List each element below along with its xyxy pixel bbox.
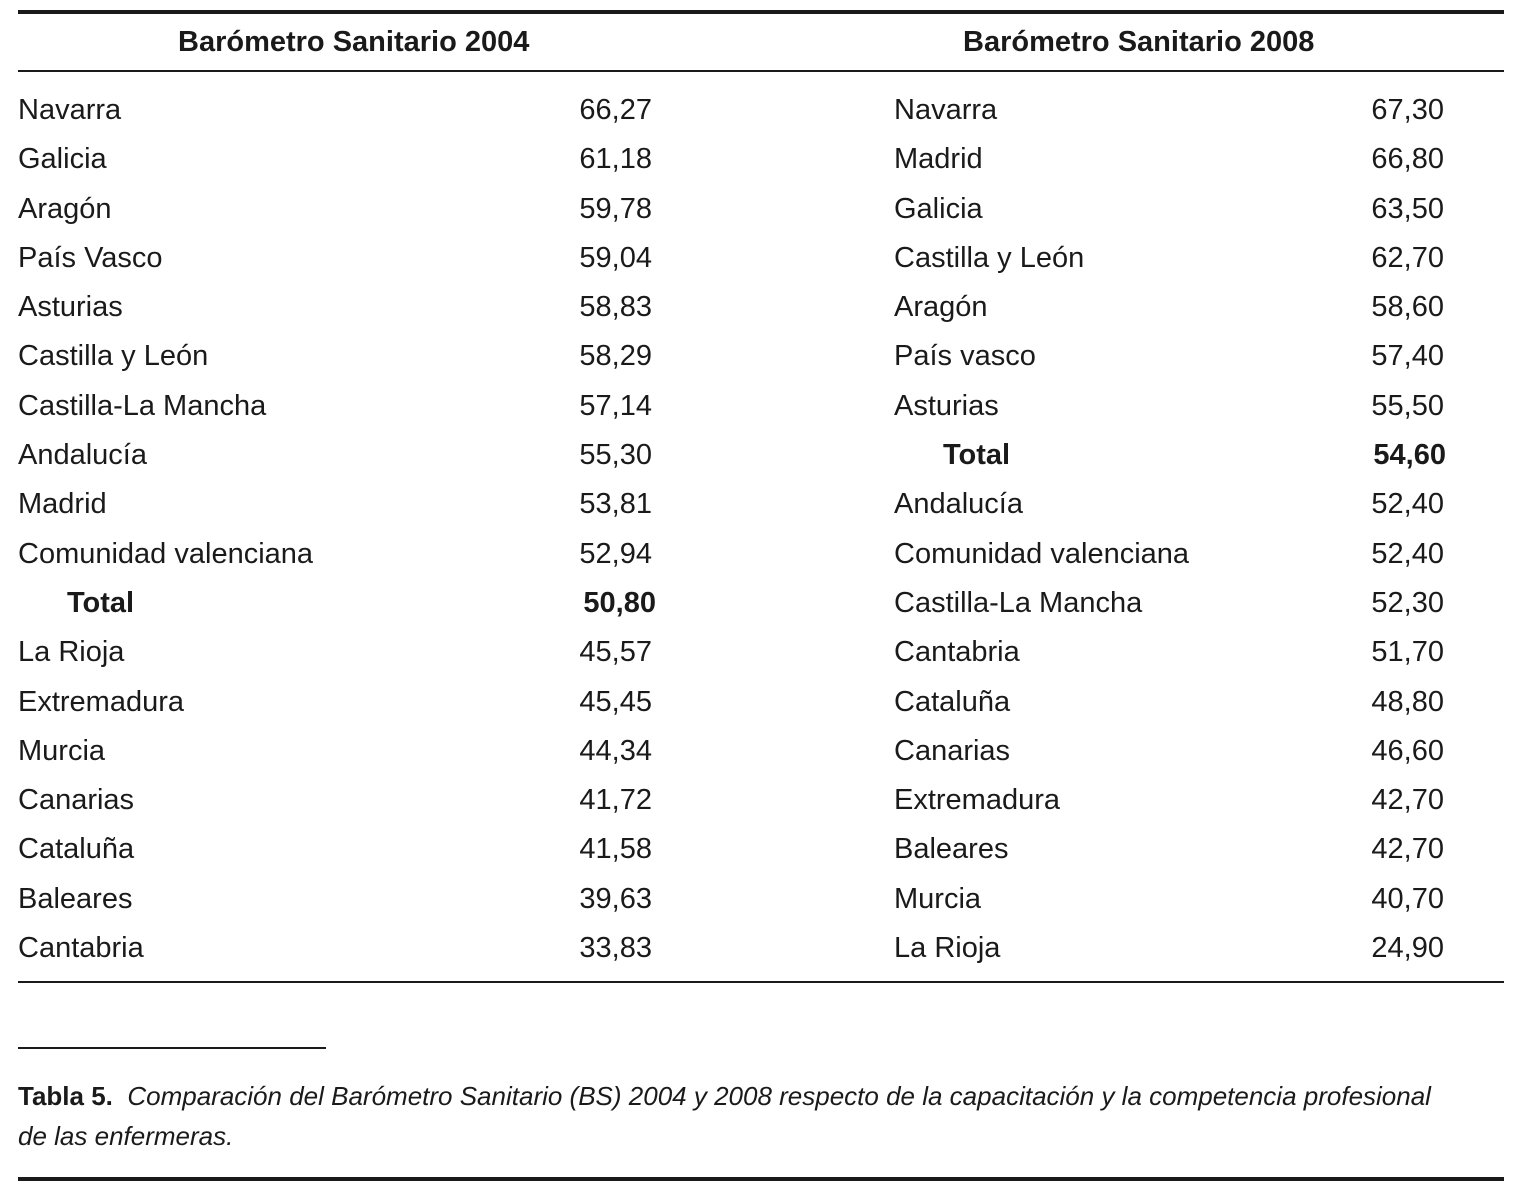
value-2008: 57,40	[1371, 340, 1444, 373]
region-2004: Madrid	[18, 488, 107, 521]
total-value-2004: 50,80	[583, 586, 656, 619]
region-2004: Castilla y León	[18, 340, 209, 373]
region-2004: Canarias	[18, 784, 135, 817]
region-2008: Galicia	[894, 192, 983, 225]
region-2004: La Rioja	[18, 636, 125, 669]
value-2004: 41,58	[579, 833, 652, 866]
column-header-2008: Barómetro Sanitario 2008	[963, 26, 1315, 58]
table-row	[0, 332, 1520, 381]
value-2008: 66,80	[1371, 143, 1444, 176]
value-2008: 67,30	[1371, 94, 1444, 126]
value-2008: 42,70	[1371, 784, 1444, 817]
table-caption	[18, 1076, 1458, 1156]
value-2008: 62,70	[1371, 241, 1444, 274]
region-2008: Cataluña	[894, 685, 1011, 718]
table-row	[0, 86, 1520, 135]
table-row	[0, 924, 1520, 973]
value-2008: 52,30	[1371, 586, 1444, 619]
value-2004: 41,72	[579, 784, 652, 817]
table-row	[0, 431, 1520, 480]
value-2008: 63,50	[1371, 192, 1444, 225]
value-2008: 52,40	[1371, 488, 1444, 521]
region-2004: Asturias	[18, 291, 123, 324]
value-2008: 40,70	[1371, 882, 1444, 915]
region-2004: Galicia	[18, 143, 107, 176]
region-2008: Cantabria	[894, 636, 1020, 669]
value-2004: 59,04	[579, 241, 652, 274]
value-2004: 45,57	[579, 636, 652, 669]
region-2008: Baleares	[894, 833, 1009, 866]
table-row	[0, 579, 1520, 628]
region-2008: Murcia	[894, 882, 982, 915]
value-2008: 24,90	[1371, 932, 1444, 965]
value-2008: 58,60	[1371, 291, 1444, 324]
table-row	[0, 825, 1520, 874]
region-2008: País vasco	[894, 340, 1036, 373]
caption-separator	[18, 1047, 326, 1049]
value-2004: 33,83	[579, 932, 652, 965]
table-body	[0, 86, 1520, 973]
table-bottom-rule	[18, 981, 1504, 983]
value-2004: 55,30	[579, 439, 652, 472]
table-row	[0, 678, 1520, 727]
region-2004: Comunidad valenciana	[18, 537, 314, 570]
region-2008: Canarias	[894, 734, 1011, 767]
table-row	[0, 135, 1520, 184]
region-2008: La Rioja	[894, 932, 1001, 965]
page-bottom-rule	[18, 1177, 1504, 1181]
table-row	[0, 530, 1520, 579]
region-2008: Asturias	[894, 389, 999, 422]
value-2008: 51,70	[1371, 636, 1444, 669]
value-2004: 44,34	[579, 734, 652, 767]
region-2004: Aragón	[18, 192, 112, 225]
region-2008: Castilla y León	[894, 241, 1085, 274]
table-row	[0, 382, 1520, 431]
value-2004: 66,27	[579, 94, 652, 126]
total-value-2008: 54,60	[1373, 439, 1446, 472]
value-2004: 58,29	[579, 340, 652, 373]
value-2008: 55,50	[1371, 389, 1444, 422]
caption-label: Tabla 5.	[18, 1081, 113, 1111]
column-header-2004: Barómetro Sanitario 2004	[178, 26, 530, 58]
region-2008: Extremadura	[894, 784, 1061, 817]
region-2004: Navarra	[18, 94, 122, 126]
caption-text: Comparación del Barómetro Sanitario (BS) 2004 y 2008 respecto de la capacitación y la competencia profesional de las enfermeras.	[18, 1081, 1431, 1151]
table-row	[0, 234, 1520, 283]
table-row	[0, 480, 1520, 529]
table-top-rule	[18, 10, 1504, 14]
table-row	[0, 283, 1520, 332]
table-row	[0, 776, 1520, 825]
region-2004: Murcia	[18, 734, 106, 767]
value-2004: 53,81	[579, 488, 652, 521]
value-2004: 59,78	[579, 192, 652, 225]
value-2004: 39,63	[579, 882, 652, 915]
region-2008: Madrid	[894, 143, 983, 176]
region-2004: País Vasco	[18, 241, 163, 274]
region-2004: Cataluña	[18, 833, 135, 866]
region-2004: Cantabria	[18, 932, 144, 965]
value-2004: 52,94	[579, 537, 652, 570]
value-2008: 42,70	[1371, 833, 1444, 866]
total-label-2004: Total	[67, 586, 135, 619]
value-2008: 52,40	[1371, 537, 1444, 570]
region-2004: Castilla-La Mancha	[18, 389, 267, 422]
region-2008: Aragón	[894, 291, 988, 324]
region-2004: Extremadura	[18, 685, 185, 718]
region-2004: Andalucía	[18, 439, 147, 472]
region-2008: Castilla-La Mancha	[894, 586, 1143, 619]
header-rule	[18, 70, 1504, 72]
region-2008: Navarra	[894, 94, 998, 126]
region-2004: Baleares	[18, 882, 133, 915]
value-2004: 58,83	[579, 291, 652, 324]
value-2004: 61,18	[579, 143, 652, 176]
table-row	[0, 185, 1520, 234]
region-2008: Comunidad valenciana	[894, 537, 1190, 570]
value-2008: 46,60	[1371, 734, 1444, 767]
value-2004: 57,14	[579, 389, 652, 422]
table-row	[0, 875, 1520, 924]
value-2004: 45,45	[579, 685, 652, 718]
region-2008: Andalucía	[894, 488, 1023, 521]
table-row	[0, 628, 1520, 677]
table-row	[0, 727, 1520, 776]
total-label-2008: Total	[943, 439, 1011, 472]
value-2008: 48,80	[1371, 685, 1444, 718]
